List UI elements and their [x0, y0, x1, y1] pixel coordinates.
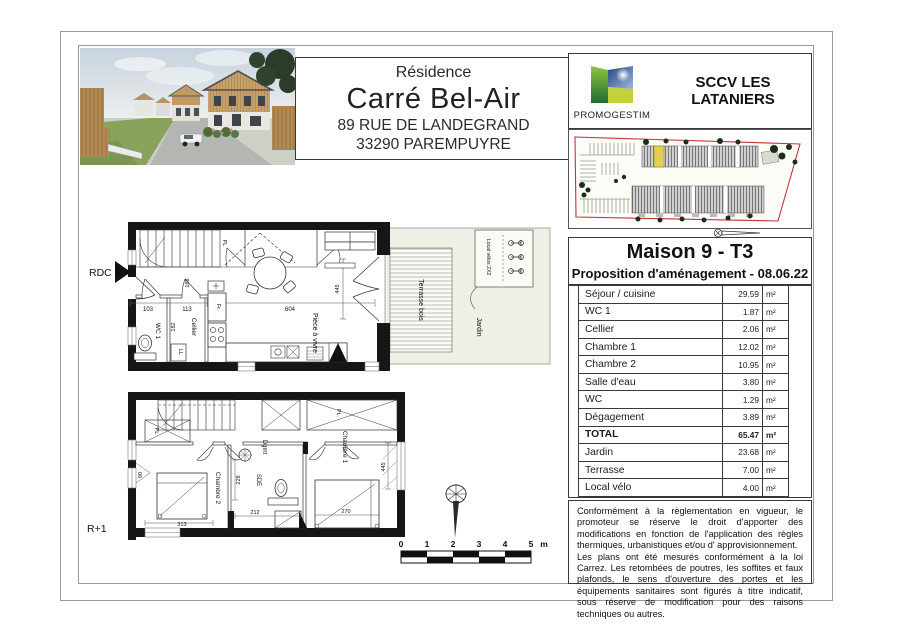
sofa	[325, 232, 375, 250]
unit-header	[568, 237, 812, 285]
table-row: WC 1 1.87 m²	[579, 304, 788, 322]
svg-text:103: 103	[142, 307, 154, 313]
kitchen	[208, 281, 347, 362]
jardin-label: Jardin	[475, 317, 482, 337]
r1-level-label: R+1	[87, 523, 107, 535]
dim-90: 90	[138, 471, 144, 479]
piece-a-vivre-label: Pièce à vivre	[311, 312, 318, 354]
title-block	[295, 57, 572, 160]
svg-text:113: 113	[182, 307, 192, 313]
pl-left-label: PL	[153, 427, 159, 435]
wc1-fixtures	[134, 335, 156, 360]
doors-r1	[197, 444, 359, 460]
svg-text:5: 5	[528, 539, 534, 549]
table-row: Cellier 2.06 m²	[579, 321, 788, 339]
svg-text:445: 445	[381, 462, 387, 472]
terrasse-label: Terrasse bois	[417, 279, 424, 321]
legal-notice	[568, 500, 812, 619]
residence-name: Carré Bel-Air	[346, 82, 521, 115]
chambre2-label: Chambre 2	[214, 471, 221, 505]
rdc-level-label: RDC	[89, 267, 112, 279]
closets-r1	[145, 400, 397, 442]
dim-169: 169	[185, 278, 191, 288]
svg-text:313: 313	[177, 522, 187, 528]
residence-photo	[80, 48, 295, 165]
svg-text:228: 228	[236, 475, 242, 485]
table-row: Dégagement 3.89 m²	[579, 409, 788, 427]
svg-text:270: 270	[341, 509, 351, 515]
floor-plan-r1	[85, 385, 415, 550]
floor-plan-rdc	[85, 215, 555, 380]
residence-address-line2: 33290 PAREMPUYRE	[356, 135, 511, 153]
table-row: Chambre 2 10.95 m²	[579, 356, 788, 374]
svg-text:0: 0	[398, 539, 404, 549]
wc1-label: WC 1	[154, 322, 161, 340]
north-compass-small	[714, 229, 760, 237]
promogestim-logo-icon	[591, 66, 633, 104]
scale-ticks	[399, 539, 549, 549]
dgmt-label: Dgmt	[261, 439, 267, 455]
areas-table	[578, 285, 789, 497]
svg-text:3: 3	[476, 539, 482, 549]
svg-text:604: 604	[284, 307, 296, 313]
table-row: Jardin 23.68 m²	[579, 444, 788, 462]
svg-text:212: 212	[250, 510, 260, 516]
building-row-south	[632, 186, 764, 217]
developer-logo-block	[569, 62, 655, 121]
chambre2-bed	[157, 473, 207, 519]
legal-paragraph-2: Les plans ont été mesurés conformément à la loi Carrez. Les retombées de poutres, les soffites et faux plafonds, le sens d'ouverture des portes et les équipements sanitaires sont figurés à titre indicatif, sous réserve de modification pour des raisons techniques ou autres.	[577, 551, 803, 619]
table-row: Chambre 1 12.02 m²	[579, 339, 788, 357]
dim-445-r1	[381, 443, 391, 489]
dim-228	[232, 460, 242, 500]
residence-address-line1: 89 RUE DE LANDEGRAND	[337, 116, 530, 134]
residence-label: Résidence	[395, 63, 472, 81]
site-plan	[568, 129, 812, 241]
pl-right-label: PL.	[335, 408, 341, 418]
svg-text:4: 4	[502, 539, 508, 549]
staircase-r1	[158, 400, 235, 430]
north-arrow-icon	[430, 480, 480, 542]
local-velos-label: Local vélos 2X2	[485, 238, 491, 276]
cellier-label: Cellier	[190, 317, 197, 337]
svg-text:445: 445	[335, 284, 341, 294]
dim-313	[145, 520, 213, 528]
chambre1-label: Chambre 1	[341, 430, 348, 464]
scale-unit: m	[540, 539, 548, 549]
table-row-total: TOTAL 65.47 m²	[579, 427, 788, 445]
chambre1-bed	[315, 480, 379, 528]
unit-subtitle: Proposition d'aménagement - 08.06.22	[571, 266, 809, 281]
pl-label: PL	[221, 239, 227, 247]
table-row: Local vélo 4.00 m²	[579, 479, 788, 496]
terrace-french-doors	[353, 257, 379, 321]
svg-text:2: 2	[450, 539, 456, 549]
areas-table-box	[568, 285, 812, 498]
owner-name: SCCV LES LATANIERS	[691, 74, 775, 108]
interior-doors	[142, 279, 200, 295]
table-row: Salle d'eau 3.80 m²	[579, 374, 788, 392]
scale-bar	[393, 538, 563, 570]
svg-text:1: 1	[424, 539, 430, 549]
residence-photo-illustration	[80, 48, 295, 165]
dim-182: 182	[171, 322, 177, 332]
tv-stand	[325, 263, 355, 268]
developer-box	[568, 53, 812, 129]
table-row: WC 1.29 m²	[579, 391, 788, 409]
fridge-label: Fr.	[215, 303, 221, 311]
legal-paragraph-1: Conformément à la règlementation en vigueur, le promoteur se réserve le droit d'apporter des modifications en fonction de l'application des règles thermiques, urbanistiques et/ou d' approvisionnement.	[577, 506, 803, 551]
promogestim-logo-text: PROMOGESTIM	[573, 109, 651, 121]
unit-title: Maison 9 - T3	[626, 241, 754, 263]
ll-label: LL	[177, 348, 183, 356]
highlighted-unit	[654, 146, 664, 167]
table-row: Terrasse 7.00 m²	[579, 462, 788, 480]
dining-table	[246, 248, 296, 295]
table-row: Séjour / cuisine 29.59 m²	[579, 286, 788, 304]
sde-label: SDE	[255, 473, 261, 487]
staircase	[136, 230, 340, 267]
